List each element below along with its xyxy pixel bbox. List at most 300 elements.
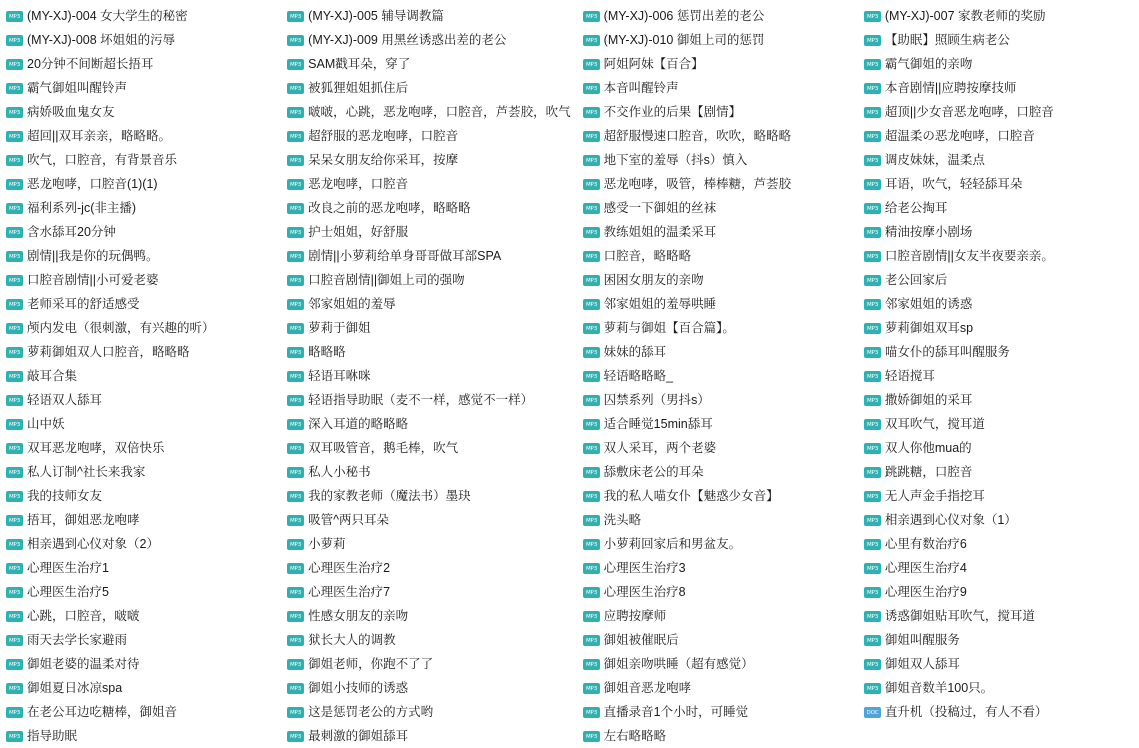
list-item[interactable] xyxy=(6,292,275,316)
list-item[interactable] xyxy=(864,508,1133,532)
list-item[interactable] xyxy=(583,100,852,124)
list-item[interactable] xyxy=(864,316,1133,340)
list-item-label: 我的家教老师（魔法书）墨玦 xyxy=(308,489,471,503)
list-item[interactable] xyxy=(6,364,275,388)
list-item-label: 御姐夏日冰凉spa xyxy=(27,681,123,695)
mp3-file-icon xyxy=(864,611,881,622)
list-item[interactable] xyxy=(864,76,1133,100)
list-item[interactable] xyxy=(6,460,275,484)
list-item-label: 相亲遇到心仪对象（1） xyxy=(884,513,1017,527)
list-item-label: 剧情||我是你的玩偶鸭。 xyxy=(27,249,159,263)
list-item-label: 喵女仆的舔耳叫醒服务 xyxy=(884,345,1010,359)
mp3-file-icon xyxy=(583,59,600,70)
list-item-label: 病娇吸血鬼女友 xyxy=(27,105,115,119)
mp3-file-icon xyxy=(6,59,23,70)
list-item[interactable] xyxy=(287,220,571,244)
list-item-label: 这是惩罚老公的方式哟 xyxy=(308,705,434,719)
list-item[interactable] xyxy=(6,220,275,244)
list-item[interactable] xyxy=(6,52,275,76)
list-item[interactable] xyxy=(287,676,571,700)
list-item-label: 心理医生治疗7 xyxy=(308,585,391,599)
mp3-file-icon xyxy=(6,683,23,694)
mp3-file-icon xyxy=(864,59,881,70)
list-item[interactable] xyxy=(583,76,852,100)
list-item[interactable] xyxy=(864,124,1133,148)
list-item[interactable] xyxy=(6,628,275,652)
mp3-file-icon xyxy=(864,323,881,334)
list-item-label: 轻语指导助眠（麦不一样，感觉不一样） xyxy=(308,393,534,407)
list-item[interactable] xyxy=(583,628,852,652)
mp3-file-icon xyxy=(583,131,600,142)
mp3-file-icon xyxy=(864,131,881,142)
mp3-file-icon xyxy=(864,587,881,598)
mp3-file-icon xyxy=(864,83,881,94)
mp3-file-icon xyxy=(6,731,23,742)
list-item[interactable] xyxy=(864,4,1133,28)
mp3-file-icon xyxy=(287,707,304,718)
mp3-file-icon xyxy=(583,443,600,454)
mp3-file-icon xyxy=(864,299,881,310)
mp3-file-icon xyxy=(6,443,23,454)
mp3-file-icon xyxy=(6,611,23,622)
list-item[interactable] xyxy=(287,532,571,556)
list-item-label: 改良之前的恶龙咆哮，略略略 xyxy=(308,201,471,215)
mp3-file-icon xyxy=(287,539,304,550)
list-item-label: 给老公掏耳 xyxy=(884,201,948,215)
list-item-label: 在老公耳边吃糖棒，御姐音 xyxy=(27,705,178,719)
list-item-label: 吸管^两只耳朵 xyxy=(308,513,390,527)
list-item-label: 心理医生治疗4 xyxy=(884,561,967,575)
list-item[interactable] xyxy=(6,172,275,196)
mp3-file-icon xyxy=(6,227,23,238)
list-item-label: 超顶||少女音恶龙咆哮，口腔音 xyxy=(884,105,1054,119)
list-item-label: 福利系列-jc(非主播) xyxy=(27,201,137,215)
mp3-file-icon xyxy=(864,635,881,646)
list-item[interactable] xyxy=(287,508,571,532)
mp3-file-icon xyxy=(6,395,23,406)
mp3-file-icon xyxy=(583,707,600,718)
list-item[interactable] xyxy=(864,460,1133,484)
mp3-file-icon xyxy=(864,491,881,502)
mp3-file-icon xyxy=(6,371,23,382)
list-item[interactable] xyxy=(287,556,571,580)
list-item[interactable] xyxy=(287,652,571,676)
mp3-file-icon xyxy=(287,299,304,310)
list-item-label: 心理医生治疗2 xyxy=(308,561,391,575)
list-item[interactable] xyxy=(6,340,275,364)
list-item[interactable] xyxy=(864,28,1133,52)
list-item-label: 相亲遇到心仪对象（2） xyxy=(27,537,159,551)
list-item[interactable] xyxy=(6,196,275,220)
list-item[interactable] xyxy=(287,268,571,292)
list-item[interactable] xyxy=(583,388,852,412)
list-item-label: SAM戳耳朵，穿了 xyxy=(308,57,411,71)
list-item[interactable] xyxy=(583,604,852,628)
list-item[interactable] xyxy=(287,364,571,388)
list-item[interactable] xyxy=(583,580,852,604)
list-item-label: 阿姐阿妹【百合】 xyxy=(603,57,704,71)
list-item[interactable] xyxy=(864,556,1133,580)
list-item[interactable] xyxy=(287,388,571,412)
list-item-label: 我的私人喵女仆【魅惑少女音】 xyxy=(603,489,779,503)
mp3-file-icon xyxy=(6,107,23,118)
list-item-label: 御姐亲吻哄睡（超有感觉） xyxy=(603,657,754,671)
list-item-label: 深入耳道的略略略 xyxy=(308,417,409,431)
list-item[interactable] xyxy=(6,100,275,124)
list-item-label: 萝莉于御姐 xyxy=(308,321,371,335)
list-item-label: 囚禁系列（男抖s） xyxy=(603,393,710,407)
list-item-label: 含水舔耳20分钟 xyxy=(27,225,116,239)
list-item-label: 心理医生治疗3 xyxy=(603,561,686,575)
list-item[interactable] xyxy=(583,532,852,556)
list-item[interactable] xyxy=(6,244,275,268)
column-1 xyxy=(0,4,281,748)
list-item-label: 超回||双耳亲亲，略略略。 xyxy=(27,129,171,143)
list-item-label: 小萝莉 xyxy=(308,537,346,551)
list-item[interactable] xyxy=(6,700,275,724)
mp3-file-icon xyxy=(583,515,600,526)
list-item-label: 轻语搅耳 xyxy=(884,369,935,383)
list-item[interactable] xyxy=(6,388,275,412)
column-2 xyxy=(281,4,577,748)
mp3-file-icon xyxy=(6,467,23,478)
list-item-label: (MY-XJ)-004 女大学生的秘密 xyxy=(27,9,188,23)
list-item[interactable] xyxy=(864,292,1133,316)
mp3-file-icon xyxy=(583,299,600,310)
list-item[interactable] xyxy=(6,316,275,340)
list-item[interactable] xyxy=(287,412,571,436)
list-item-label: 吹气，口腔音，有背景音乐 xyxy=(27,153,178,167)
list-item-label: 邻家姐姐的羞辱哄睡 xyxy=(603,297,717,311)
list-item-label: 跳跳糖，口腔音 xyxy=(884,465,973,479)
list-item[interactable] xyxy=(583,244,852,268)
list-item-label: (MY-XJ)-005 辅导调教篇 xyxy=(308,9,444,23)
list-item-label: 萝莉与御姐【百合篇】。 xyxy=(603,321,735,335)
list-item[interactable] xyxy=(6,532,275,556)
mp3-file-icon xyxy=(864,659,881,670)
list-item[interactable] xyxy=(583,28,852,52)
list-item-label: 口腔音剧情||女友半夜要亲亲。 xyxy=(884,249,1054,263)
mp3-file-icon xyxy=(864,467,881,478)
mp3-file-icon xyxy=(864,515,881,526)
list-item-label: 指导助眠 xyxy=(27,729,78,743)
list-item[interactable] xyxy=(864,532,1133,556)
list-item-label: 左右略略略 xyxy=(603,729,667,743)
mp3-file-icon xyxy=(6,299,23,310)
list-item[interactable] xyxy=(6,412,275,436)
list-item-label: 直升机（投稿过，有人不看） xyxy=(884,705,1048,719)
mp3-file-icon xyxy=(583,107,600,118)
mp3-file-icon xyxy=(287,515,304,526)
list-item-label: 【助眠】照顾生病老公 xyxy=(884,33,1010,47)
list-item[interactable] xyxy=(6,148,275,172)
list-item-label: (MY-XJ)-006 惩罚出差的老公 xyxy=(603,9,765,23)
list-item[interactable] xyxy=(864,172,1133,196)
mp3-file-icon xyxy=(583,419,600,430)
list-item[interactable] xyxy=(864,364,1133,388)
mp3-file-icon xyxy=(864,371,881,382)
mp3-file-icon xyxy=(287,275,304,286)
list-item-label: 超舒服慢速口腔音，吹吹，略略略 xyxy=(603,129,792,143)
list-item-label: 萝莉御姐双人口腔音，略略略 xyxy=(27,345,190,359)
mp3-file-icon xyxy=(864,107,881,118)
list-item[interactable] xyxy=(287,52,571,76)
list-item[interactable] xyxy=(6,652,275,676)
mp3-file-icon xyxy=(583,587,600,598)
list-item-label: 心理医生治疗8 xyxy=(603,585,686,599)
mp3-file-icon xyxy=(583,35,600,46)
list-item[interactable] xyxy=(583,364,852,388)
mp3-file-icon xyxy=(583,227,600,238)
list-item[interactable] xyxy=(287,436,571,460)
list-item[interactable] xyxy=(864,652,1133,676)
list-item[interactable] xyxy=(583,268,852,292)
mp3-file-icon xyxy=(287,563,304,574)
list-item[interactable] xyxy=(583,340,852,364)
list-item[interactable] xyxy=(583,508,852,532)
mp3-file-icon xyxy=(864,563,881,574)
list-item-label: 耳语，吹气，轻轻舔耳朵 xyxy=(884,177,1023,191)
list-item[interactable] xyxy=(583,4,852,28)
mp3-file-icon xyxy=(583,323,600,334)
list-item[interactable] xyxy=(287,484,571,508)
mp3-file-icon xyxy=(583,731,600,742)
list-item-label: 心里有数治疗6 xyxy=(884,537,967,551)
mp3-file-icon xyxy=(287,683,304,694)
list-item[interactable] xyxy=(287,124,571,148)
mp3-file-icon xyxy=(583,539,600,550)
list-item[interactable] xyxy=(583,124,852,148)
list-item-label: 心理医生治疗9 xyxy=(884,585,967,599)
list-item-label: 本音叫醒铃声 xyxy=(603,81,679,95)
list-item-label: 霸气御姐叫醒铃声 xyxy=(27,81,128,95)
list-item-label: (MY-XJ)-007 家教老师的奖励 xyxy=(884,9,1046,23)
list-item-label: 被狐狸姐姐抓住后 xyxy=(308,81,409,95)
list-item[interactable] xyxy=(6,124,275,148)
mp3-file-icon xyxy=(6,347,23,358)
list-item[interactable] xyxy=(6,484,275,508)
mp3-file-icon xyxy=(583,395,600,406)
list-item-label: 精油按摩小剧场 xyxy=(884,225,973,239)
list-item-label: 护士姐姐，好舒服 xyxy=(308,225,409,239)
list-item-label: 御姐双人舔耳 xyxy=(884,657,960,671)
list-item-label: 御姐音恶龙咆哮 xyxy=(603,681,692,695)
list-item[interactable] xyxy=(287,316,571,340)
list-item-label: 撒娇御姐的采耳 xyxy=(884,393,973,407)
list-item[interactable] xyxy=(864,412,1133,436)
mp3-file-icon xyxy=(287,731,304,742)
list-item[interactable] xyxy=(583,724,852,748)
list-item[interactable] xyxy=(583,460,852,484)
list-item[interactable] xyxy=(6,604,275,628)
mp3-file-icon xyxy=(287,371,304,382)
list-item-label: 20分钟不间断超长捂耳 xyxy=(27,57,154,71)
list-item[interactable] xyxy=(287,4,571,28)
list-item[interactable] xyxy=(864,604,1133,628)
list-item-label: 心理医生治疗1 xyxy=(27,561,109,575)
mp3-file-icon xyxy=(583,203,600,214)
mp3-file-icon xyxy=(287,491,304,502)
list-item[interactable] xyxy=(583,700,852,724)
list-item[interactable] xyxy=(864,484,1133,508)
list-item-label: 心理医生治疗5 xyxy=(27,585,109,599)
list-item[interactable] xyxy=(583,220,852,244)
list-item-label: 感受一下御姐的丝袜 xyxy=(603,201,717,215)
list-item[interactable] xyxy=(6,580,275,604)
list-item[interactable] xyxy=(287,172,571,196)
list-item[interactable] xyxy=(864,220,1133,244)
list-item-label: 困困女朋友的亲吻 xyxy=(603,273,704,287)
list-item[interactable] xyxy=(583,316,852,340)
list-item-label: 恶龙咆哮，口腔音(1)(1) xyxy=(27,177,158,191)
list-item-label: 口腔音，略略略 xyxy=(603,249,692,263)
list-item-label: 双耳吸管音，鹅毛棒，吹气 xyxy=(308,441,459,455)
list-item[interactable] xyxy=(864,628,1133,652)
list-item[interactable] xyxy=(6,76,275,100)
list-item-label: 御姐被催眠后 xyxy=(603,633,679,647)
list-item[interactable] xyxy=(864,700,1133,724)
list-item[interactable] xyxy=(583,652,852,676)
mp3-file-icon xyxy=(287,443,304,454)
mp3-file-icon xyxy=(6,539,23,550)
mp3-file-icon xyxy=(583,491,600,502)
list-item[interactable] xyxy=(287,76,571,100)
list-item-label: 捂耳，御姐恶龙咆哮 xyxy=(27,513,140,527)
mp3-file-icon xyxy=(583,635,600,646)
list-item[interactable] xyxy=(6,508,275,532)
list-item[interactable] xyxy=(287,724,571,748)
list-item[interactable] xyxy=(287,700,571,724)
mp3-file-icon xyxy=(864,179,881,190)
mp3-file-icon xyxy=(287,83,304,94)
list-item-label: (MY-XJ)-008 坏姐姐的污辱 xyxy=(27,33,176,47)
column-3 xyxy=(577,4,858,748)
list-item-label: 恶龙咆哮，吸管，棒棒糖，芦荟胶 xyxy=(603,177,792,191)
list-item[interactable] xyxy=(287,244,571,268)
mp3-file-icon xyxy=(287,347,304,358)
list-item-label: 山中妖 xyxy=(27,417,65,431)
list-item-label: 舔敷床老公的耳朵 xyxy=(603,465,704,479)
list-item-label: 轻语略略略_ xyxy=(603,369,674,383)
list-item[interactable] xyxy=(287,340,571,364)
mp3-file-icon xyxy=(583,11,600,22)
list-item-label: 双耳恶龙咆哮，双倍快乐 xyxy=(27,441,165,455)
mp3-file-icon xyxy=(583,179,600,190)
list-item-label: 应聘按摩师 xyxy=(603,609,667,623)
mp3-file-icon xyxy=(583,467,600,478)
list-item[interactable] xyxy=(864,148,1133,172)
list-item[interactable] xyxy=(583,484,852,508)
mp3-file-icon xyxy=(864,11,881,22)
mp3-file-icon xyxy=(864,539,881,550)
list-item[interactable] xyxy=(864,676,1133,700)
list-item[interactable] xyxy=(287,28,571,52)
list-item-label: 呆呆女朋友给你采耳，按摩 xyxy=(308,153,459,167)
mp3-file-icon xyxy=(864,347,881,358)
mp3-file-icon xyxy=(287,155,304,166)
mp3-file-icon xyxy=(6,35,23,46)
list-item[interactable] xyxy=(583,52,852,76)
list-item-label: 轻语耳咻咪 xyxy=(308,369,371,383)
mp3-file-icon xyxy=(864,395,881,406)
list-item[interactable] xyxy=(583,172,852,196)
mp3-file-icon xyxy=(287,107,304,118)
mp3-file-icon xyxy=(287,419,304,430)
list-item-label: 性感女朋友的亲吻 xyxy=(308,609,409,623)
mp3-file-icon xyxy=(6,587,23,598)
list-item-label: 颅内发电（很刺激，有兴趣的听） xyxy=(27,321,215,335)
list-item[interactable] xyxy=(583,436,852,460)
list-item[interactable] xyxy=(6,4,275,28)
list-item[interactable] xyxy=(287,196,571,220)
list-item-label: 邻家姐姐的羞辱 xyxy=(308,297,396,311)
mp3-file-icon xyxy=(287,587,304,598)
list-item-label: 口腔音剧情||小可爱老婆 xyxy=(27,273,159,287)
list-item-label: 诱惑御姐贴耳吹气，搅耳道 xyxy=(884,609,1035,623)
mp3-file-icon xyxy=(6,563,23,574)
list-item[interactable] xyxy=(583,412,852,436)
list-item[interactable] xyxy=(864,52,1133,76)
list-item[interactable] xyxy=(287,628,571,652)
list-item[interactable] xyxy=(287,292,571,316)
mp3-file-icon xyxy=(287,131,304,142)
list-item[interactable] xyxy=(583,292,852,316)
list-item-label: 双人采耳，两个老婆 xyxy=(603,441,717,455)
list-item-label: 萝莉御姐双耳sp xyxy=(884,321,974,335)
list-item[interactable] xyxy=(583,556,852,580)
list-item[interactable] xyxy=(864,340,1133,364)
list-item[interactable] xyxy=(583,196,852,220)
list-item[interactable] xyxy=(6,436,275,460)
mp3-file-icon xyxy=(583,83,600,94)
list-item-label: 妹妹的舔耳 xyxy=(603,345,667,359)
list-item[interactable] xyxy=(864,244,1133,268)
mp3-file-icon xyxy=(287,179,304,190)
mp3-file-icon xyxy=(583,251,600,262)
list-item[interactable] xyxy=(287,604,571,628)
list-item[interactable] xyxy=(864,388,1133,412)
list-item[interactable] xyxy=(287,460,571,484)
mp3-file-icon xyxy=(864,443,881,454)
list-item-label: 双人你他mua的 xyxy=(884,441,972,455)
list-item[interactable] xyxy=(864,580,1133,604)
list-item[interactable] xyxy=(6,28,275,52)
list-item[interactable] xyxy=(583,676,852,700)
list-item[interactable] xyxy=(6,556,275,580)
list-item[interactable] xyxy=(864,196,1133,220)
mp3-file-icon xyxy=(6,515,23,526)
list-item-label: 私人小秘书 xyxy=(308,465,371,479)
list-item-label: 敲耳合集 xyxy=(27,369,78,383)
list-item[interactable] xyxy=(287,580,571,604)
list-item[interactable] xyxy=(583,148,852,172)
list-item[interactable] xyxy=(864,436,1133,460)
mp3-file-icon xyxy=(6,419,23,430)
list-item[interactable] xyxy=(864,100,1133,124)
list-item[interactable] xyxy=(6,268,275,292)
list-item-label: 雨天去学长家避雨 xyxy=(27,633,128,647)
mp3-file-icon xyxy=(6,491,23,502)
mp3-file-icon xyxy=(287,11,304,22)
list-item[interactable] xyxy=(287,100,571,124)
list-item[interactable] xyxy=(6,724,275,748)
list-item-label: 本音剧情||应聘按摩技师 xyxy=(884,81,1017,95)
list-item[interactable] xyxy=(6,676,275,700)
doc-file-icon xyxy=(864,707,881,718)
list-item-label: 御姐老师，你跑不了了 xyxy=(308,657,434,671)
list-item[interactable] xyxy=(864,268,1133,292)
list-item[interactable] xyxy=(287,148,571,172)
